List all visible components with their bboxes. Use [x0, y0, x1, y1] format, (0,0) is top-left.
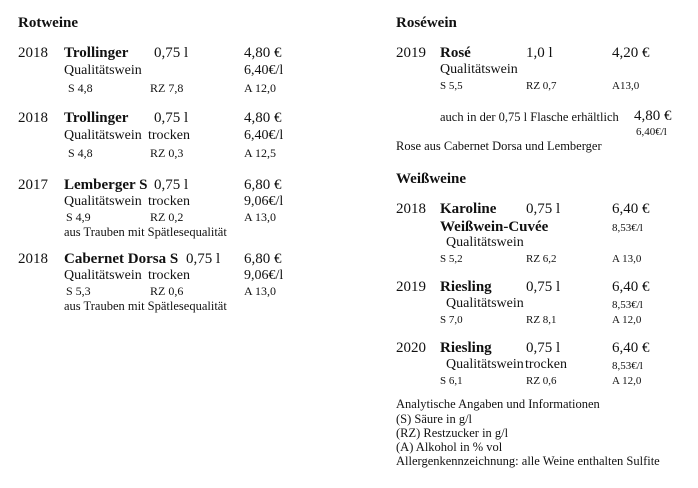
section-heading-rotweine: Rotweine [18, 15, 78, 31]
wine-alcohol: A 12,0 [612, 375, 642, 387]
wine-year: 2017 [18, 177, 48, 193]
wine-acid: S 7,0 [440, 314, 463, 326]
wine-residual-sugar: RZ 0,7 [526, 80, 557, 92]
wine-residual-sugar: RZ 8,1 [526, 314, 557, 326]
wine-quality: Qualitätswein [64, 194, 142, 209]
rose-grape-note: Rose aus Cabernet Dorsa und Lemberger [396, 139, 602, 153]
allergen-note: Allergenkennzeichnung: alle Weine enthalten Sulfite [396, 454, 660, 468]
wine-quality: Qualitätswein [446, 235, 524, 250]
wine-acid: S 5,5 [440, 80, 463, 92]
wine-name: Cabernet Dorsa S [64, 251, 179, 267]
wine-alcohol: A 12,0 [244, 81, 277, 95]
legend-alcohol: (A) Alkohol in % vol [396, 440, 503, 454]
wine-residual-sugar: RZ 6,2 [526, 253, 557, 265]
wine-name-line2: Weißwein-Cuvée [440, 219, 549, 235]
wine-quality: Qualitätswein [446, 357, 524, 372]
wine-acid: S 4,9 [66, 210, 91, 224]
wine-style: trocken [148, 128, 190, 143]
wine-style: trocken [148, 194, 190, 209]
wine-price-per-liter: 6,40€/l [244, 128, 284, 143]
wine-alcohol: A 13,0 [612, 253, 642, 265]
small-bottle-price: 4,80 € [634, 108, 672, 124]
wine-residual-sugar: RZ 0,6 [150, 284, 184, 298]
wine-quality: Qualitätswein [64, 63, 142, 78]
legend-residual-sugar: (RZ) Restzucker in g/l [396, 426, 509, 440]
wine-volume: 0,75 l [526, 340, 561, 356]
wine-acid: S 6,1 [440, 375, 463, 387]
wine-year: 2018 [18, 45, 48, 61]
wine-volume: 0,75 l [186, 251, 221, 267]
wine-acid: S 4,8 [68, 146, 93, 160]
wine-volume: 0,75 l [154, 45, 189, 61]
wine-year: 2019 [396, 279, 426, 295]
wine-quality: Qualitätswein [446, 296, 524, 311]
wine-volume: 1,0 l [526, 45, 553, 61]
wine-year: 2018 [18, 251, 48, 267]
bottle-size-note: auch in der 0,75 l Flasche erhältlich [440, 110, 619, 124]
wine-residual-sugar: RZ 7,8 [150, 81, 184, 95]
wine-residual-sugar: RZ 0,6 [526, 375, 557, 387]
wine-acid: S 5,3 [66, 284, 91, 298]
legend-title: Analytische Angaben und Informationen [396, 397, 600, 411]
wine-price-per-liter: 8,53€/l [612, 299, 643, 311]
wine-price: 6,80 € [244, 177, 282, 193]
wine-year: 2019 [396, 45, 426, 61]
wine-alcohol: A 13,0 [244, 284, 277, 298]
wine-alcohol: A 12,0 [612, 314, 642, 326]
wine-price: 4,20 € [612, 45, 650, 61]
wine-price: 4,80 € [244, 110, 282, 126]
wine-alcohol: A13,0 [612, 80, 640, 92]
legend-acid: (S) Säure in g/l [396, 412, 473, 426]
wine-price-per-liter: 6,40€/l [244, 63, 284, 78]
wine-price: 6,40 € [612, 340, 650, 356]
wine-acid: S 5,2 [440, 253, 463, 265]
wine-alcohol: A 13,0 [244, 210, 277, 224]
wine-price: 4,80 € [244, 45, 282, 61]
wine-price-per-liter: 9,06€/l [244, 268, 284, 283]
wine-note: aus Trauben mit Spätlesequalität [64, 225, 227, 239]
wine-price: 6,40 € [612, 201, 650, 217]
wine-style: trocken [148, 268, 190, 283]
wine-quality: Qualitätswein [64, 268, 142, 283]
wine-name: Trollinger [64, 110, 129, 126]
wine-acid: S 4,8 [68, 81, 93, 95]
wine-price-per-liter: 8,53€/l [612, 360, 643, 372]
wine-price: 6,40 € [612, 279, 650, 295]
wine-alcohol: A 12,5 [244, 146, 277, 160]
wine-style: trocken [525, 357, 567, 372]
wine-price-per-liter: 9,06€/l [244, 194, 284, 209]
section-heading-rosewein: Roséwein [396, 15, 457, 31]
wine-volume: 0,75 l [154, 110, 189, 126]
wine-year: 2020 [396, 340, 426, 356]
wine-volume: 0,75 l [154, 177, 189, 193]
wine-name: Lemberger S [64, 177, 148, 193]
small-bottle-price-per-liter: 6,40€/l [636, 126, 667, 138]
wine-note: aus Trauben mit Spätlesequalität [64, 299, 227, 313]
wine-name: Riesling [440, 279, 492, 295]
wine-residual-sugar: RZ 0,3 [150, 146, 184, 160]
wine-name: Karoline [440, 201, 497, 217]
section-heading-weissweine: Weißweine [396, 171, 466, 187]
wine-name: Rosé [440, 45, 471, 61]
wine-name: Riesling [440, 340, 492, 356]
wine-name: Trollinger [64, 45, 129, 61]
wine-year: 2018 [396, 201, 426, 217]
wine-price-per-liter: 8,53€/l [612, 222, 643, 234]
wine-residual-sugar: RZ 0,2 [150, 210, 184, 224]
wine-price: 6,80 € [244, 251, 282, 267]
wine-quality: Qualitätswein [440, 62, 518, 77]
wine-volume: 0,75 l [526, 201, 561, 217]
wine-quality: Qualitätswein [64, 128, 142, 143]
wine-volume: 0,75 l [526, 279, 561, 295]
wine-year: 2018 [18, 110, 48, 126]
